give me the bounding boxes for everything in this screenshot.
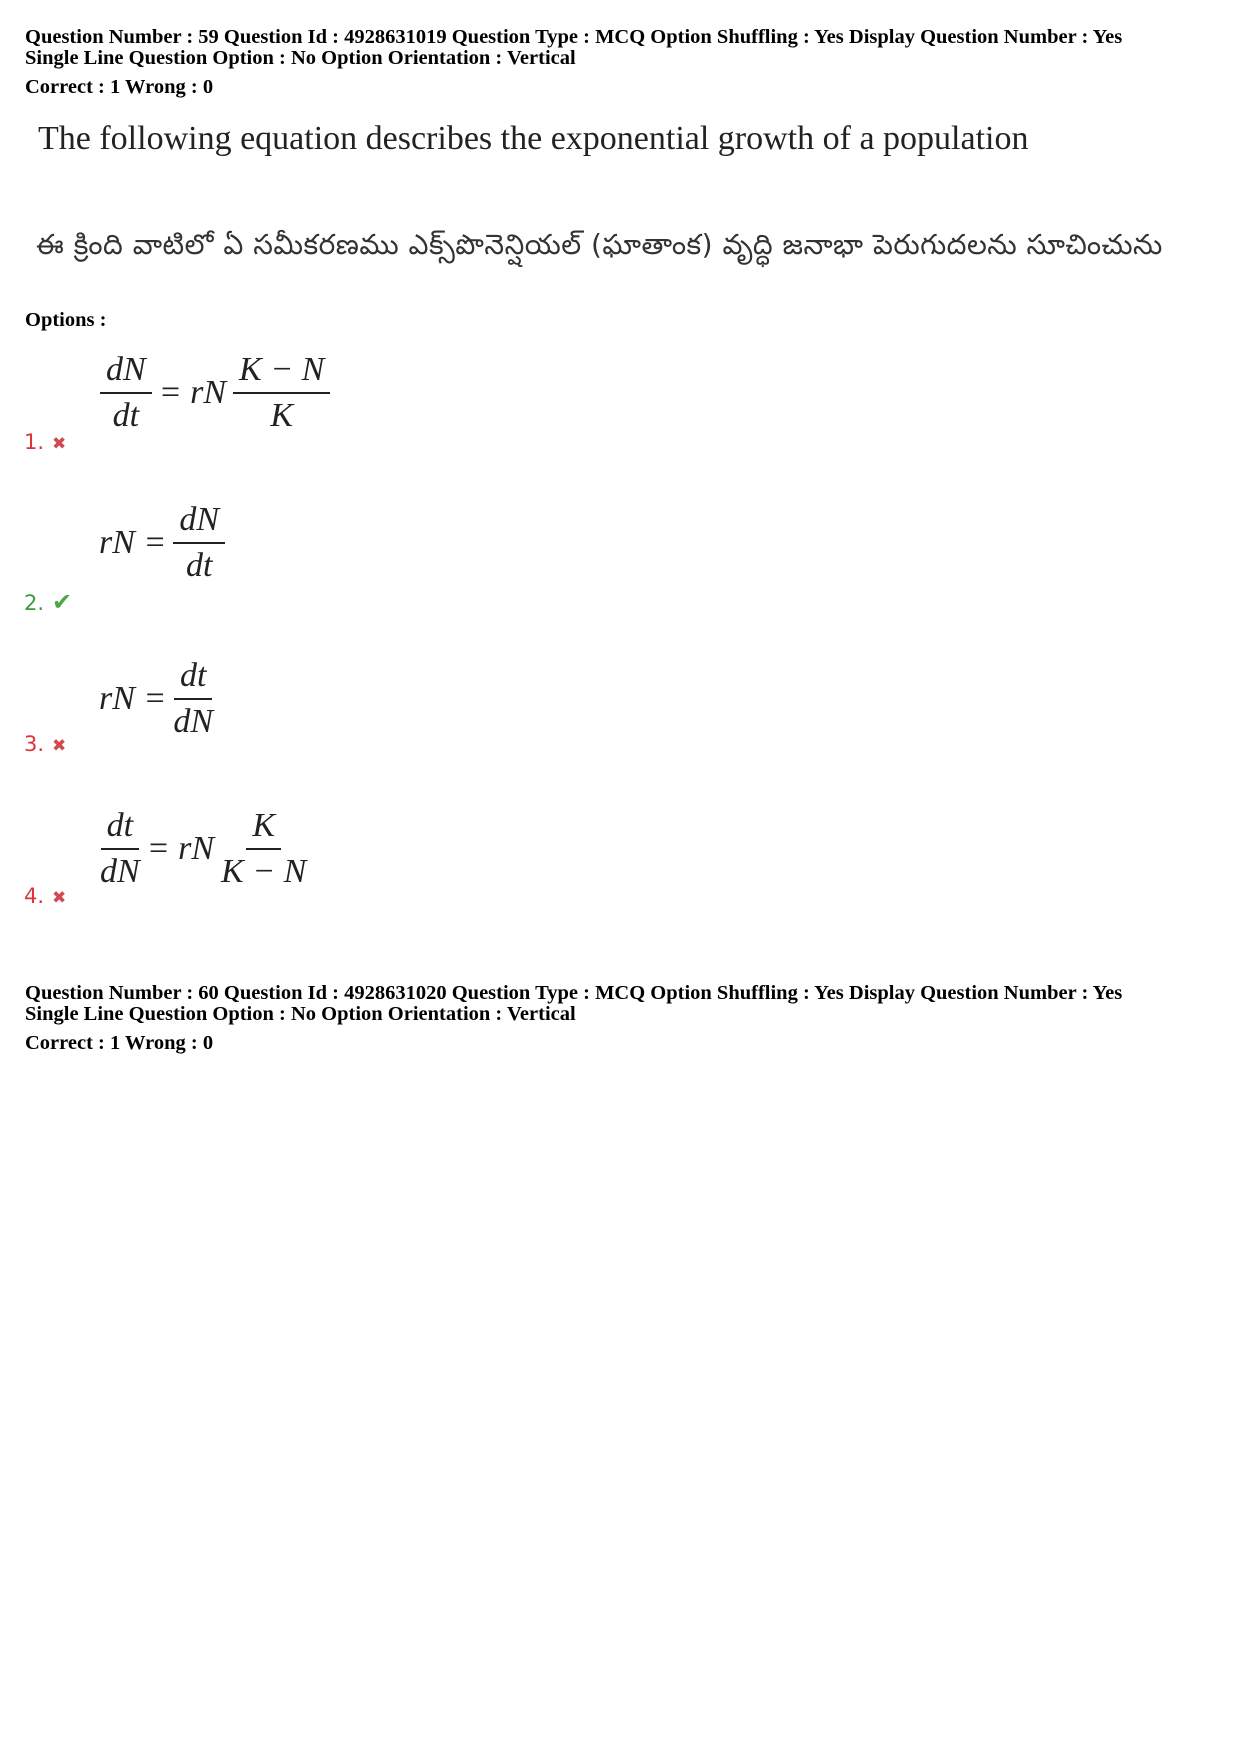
option-1-rhs-numerator: K − N <box>233 350 330 394</box>
option-3-lhs: rN = <box>99 680 167 717</box>
option-4-rhs-fraction <box>217 806 310 892</box>
question-59-text-english: The following equation describes the exponential growth of a population <box>38 120 1029 157</box>
question-59-text-telugu: ఈ క్రింది వాటిలో ఏ సమీకరణము ఎక్స్‌పొనెన్షియల్ (ఘాతాంక) వృద్ధి జనాభా పెరుగుదలను సూచించును <box>36 228 1163 261</box>
option-1-number: 1. <box>24 430 45 454</box>
option-3-marker <box>24 732 66 756</box>
option-3-rhs-fraction <box>169 656 217 742</box>
option-1-rhs-fraction <box>229 350 334 436</box>
option-2-formula <box>96 500 229 586</box>
option-3-rhs-denominator: dN <box>173 703 214 740</box>
option-4-lhs-fraction <box>96 806 144 892</box>
option-1-marker <box>24 430 66 454</box>
option-2-rhs-fraction <box>169 500 229 586</box>
option-2-lhs: rN = <box>99 524 167 561</box>
option-4-formula <box>96 806 310 892</box>
option-4-rhs-denominator: K − N <box>221 853 307 890</box>
option-1-rhs-denominator: K <box>270 397 294 434</box>
question-60-meta-line1: Question Number : 60 Question Id : 4928631020 Question Type : MCQ Option Shuffling : Yes Display Question Number : Yes <box>25 982 1123 1004</box>
check-icon: ✔ <box>52 588 73 616</box>
option-4-number: 4. <box>24 884 45 908</box>
option-2-rhs-numerator: dN <box>173 500 225 544</box>
option-2-marker <box>24 588 72 616</box>
option-1-equals: = rN <box>158 374 227 411</box>
question-59-score: Correct : 1 Wrong : 0 <box>25 76 214 98</box>
cross-icon: ✖ <box>52 736 67 756</box>
question-60-meta <box>25 983 1122 1054</box>
option-2-number: 2. <box>24 591 45 615</box>
option-1-lhs-denominator: dt <box>112 397 140 434</box>
option-4-equals: = rN <box>146 830 215 867</box>
question-60-meta-line2: Single Line Question Option : No Option Orientation : Vertical <box>25 1003 576 1025</box>
option-4-lhs-numerator: dt <box>101 806 139 850</box>
option-3-formula <box>96 656 217 742</box>
question-59-meta-line1: Question Number : 59 Question Id : 4928631019 Question Type : MCQ Option Shuffling : Yes Display Question Number : Yes <box>25 26 1123 48</box>
option-4-rhs-numerator: K <box>246 806 281 850</box>
option-3-number: 3. <box>24 732 45 756</box>
cross-icon: ✖ <box>52 888 67 908</box>
option-1-formula <box>96 350 334 436</box>
cross-icon: ✖ <box>52 434 67 454</box>
options-label: Options : <box>25 309 107 331</box>
option-3-rhs-numerator: dt <box>174 656 212 700</box>
option-4-lhs-denominator: dN <box>100 853 140 890</box>
option-1-lhs-numerator: dN <box>100 350 152 394</box>
option-4-marker <box>24 884 66 908</box>
option-1-lhs-fraction <box>96 350 156 436</box>
question-60-score: Correct : 1 Wrong : 0 <box>25 1032 214 1054</box>
question-59-meta-line2: Single Line Question Option : No Option Orientation : Vertical <box>25 47 576 69</box>
option-2-rhs-denominator: dt <box>185 547 213 584</box>
question-59-meta <box>25 27 1122 98</box>
